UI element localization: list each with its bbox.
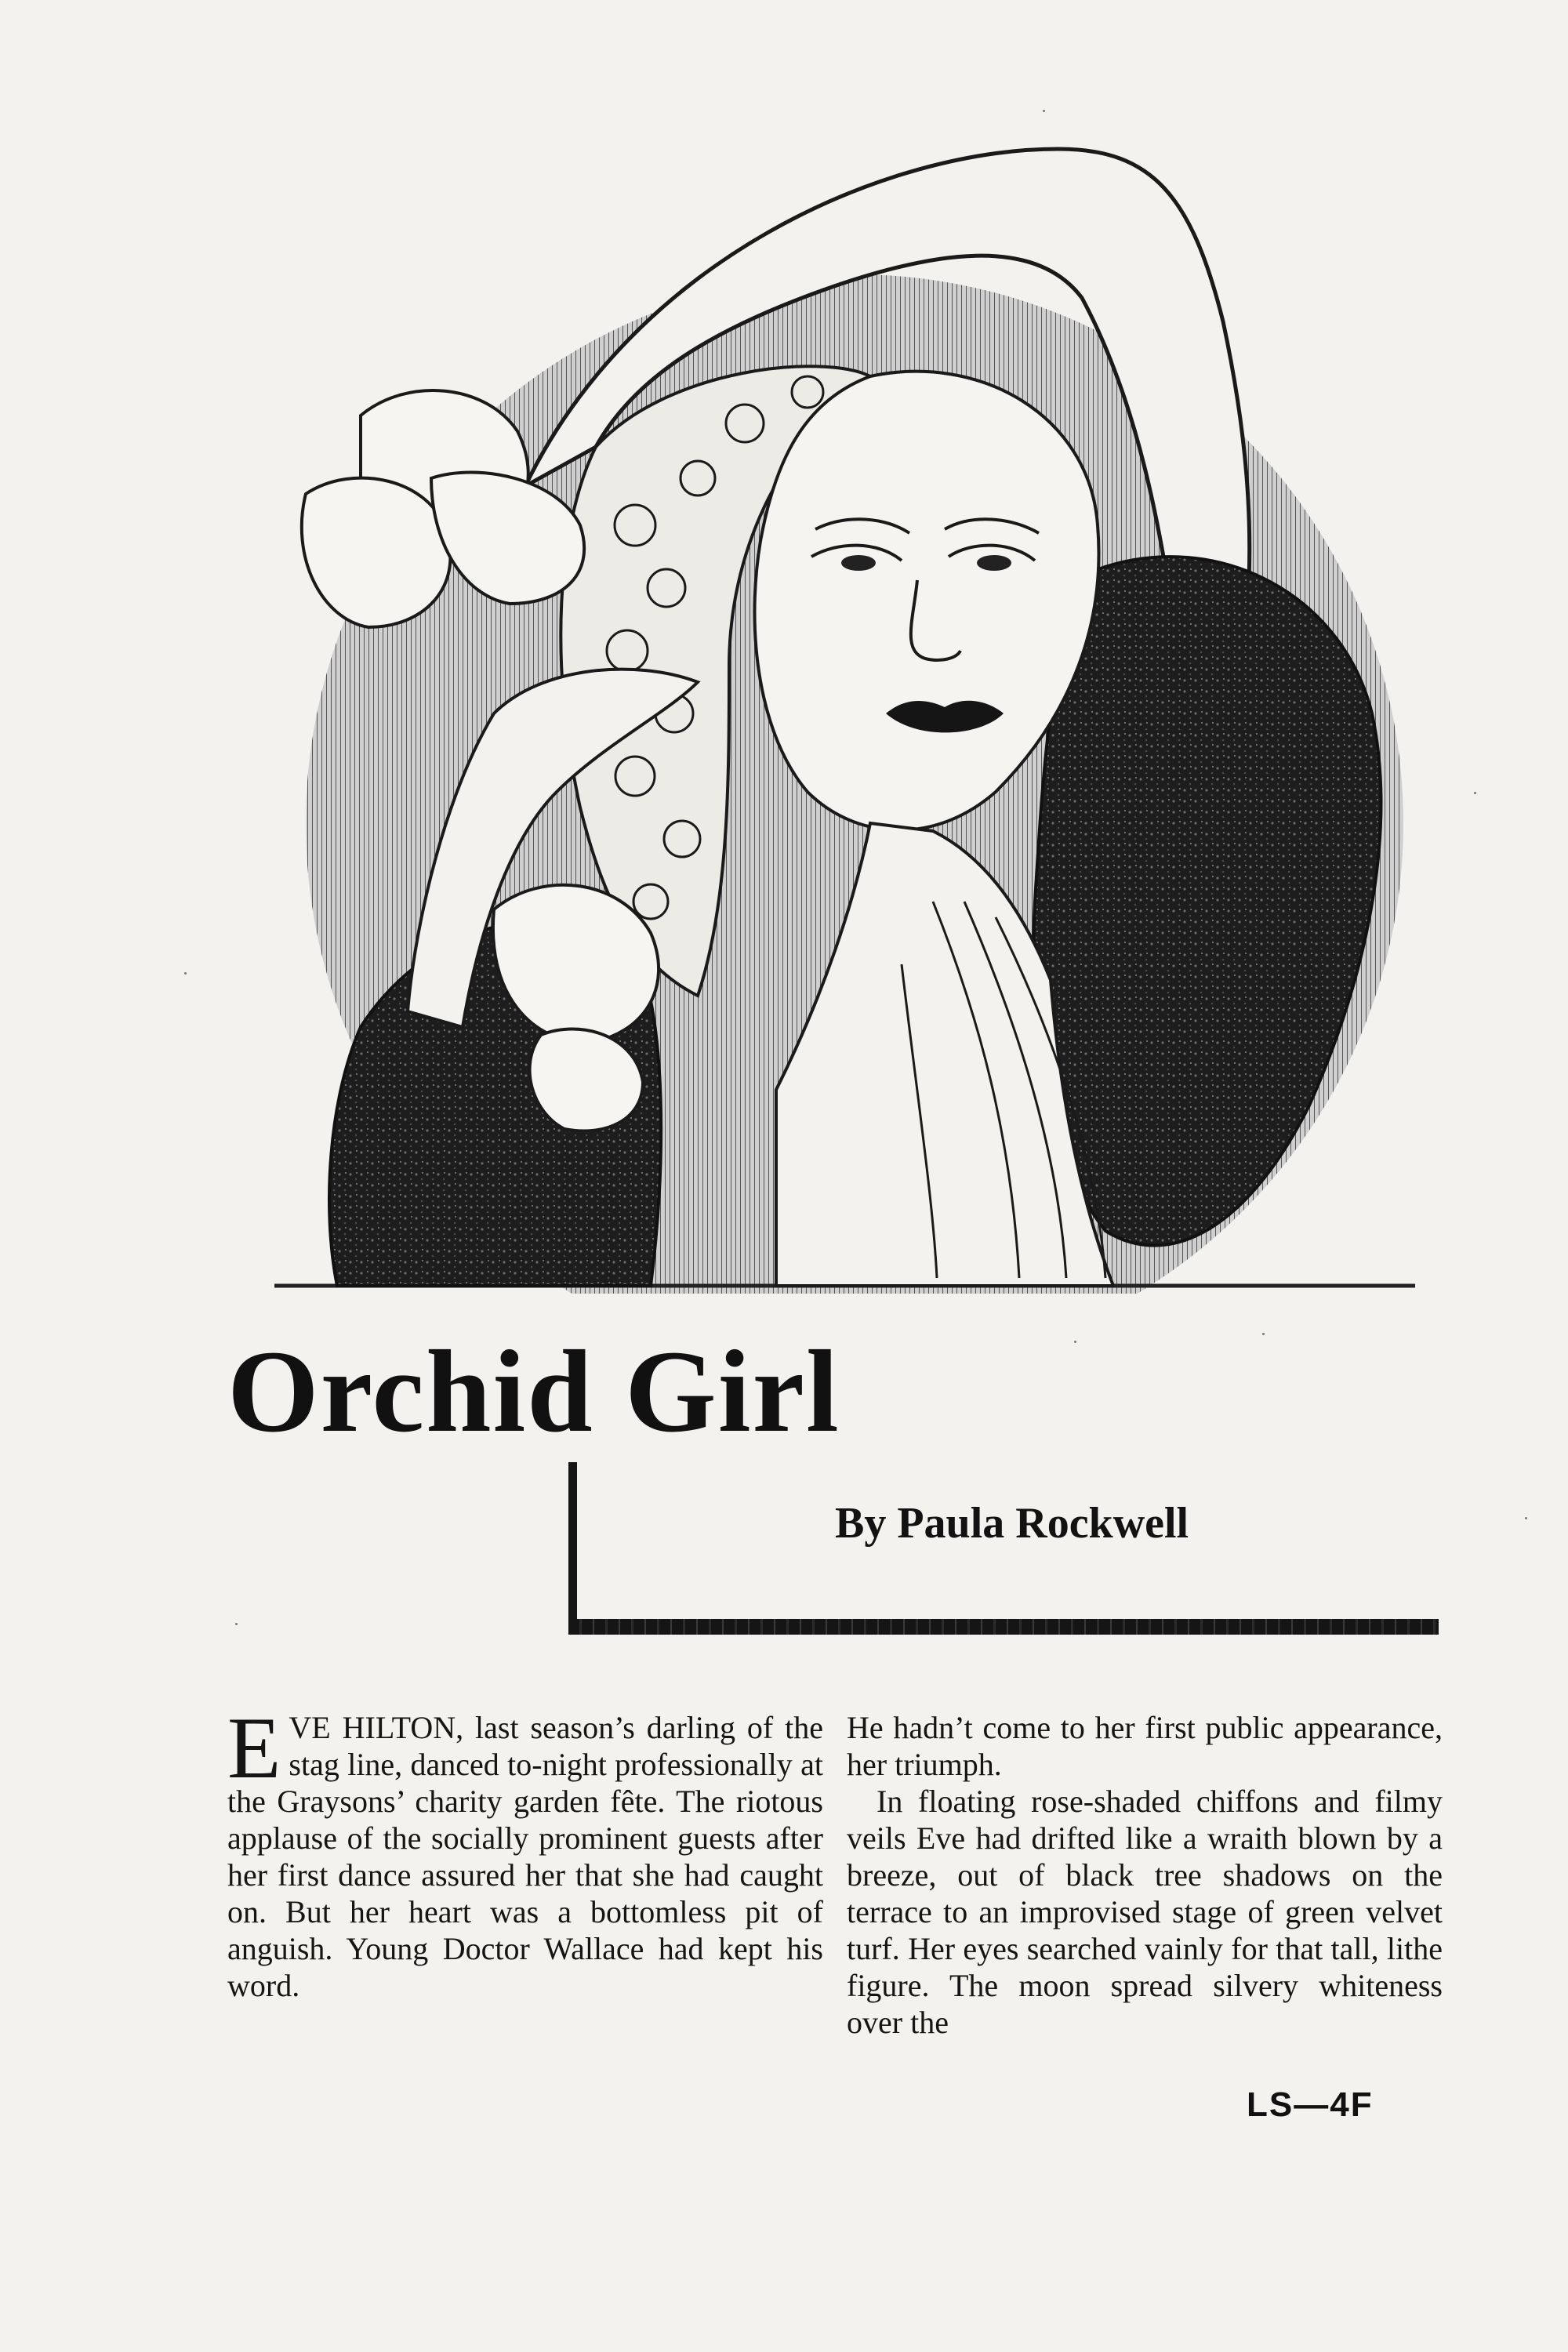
scan-speck	[1474, 792, 1476, 794]
paragraph-2: In floating rose-shaded chiffons and filmy veils Eve had drifted like a wraith blown by a breeze, out of black tree shadows on the terrace to an improvised stage of green velvet turf. Her eyes searched vainly for that tall, lithe figure. The moon spread silvery whiteness over the	[847, 1784, 1443, 2040]
byline-frame	[568, 1462, 1439, 1635]
opening-paragraph	[227, 1700, 823, 2004]
scan-speck	[184, 972, 187, 975]
paragraph-continued: He hadn’t come to her first public appearance, her triumph.	[847, 1710, 1443, 1782]
text-column-right	[847, 1709, 1443, 2041]
byline-horizontal-rule	[568, 1619, 1439, 1635]
story-title: Orchid Girl	[227, 1327, 840, 1457]
scan-speck	[235, 1623, 238, 1625]
byline-vertical-rule	[568, 1462, 577, 1635]
drop-cap: E	[227, 1700, 281, 1797]
scan-speck	[1074, 1341, 1076, 1343]
scan-speck	[1043, 110, 1045, 112]
text-column-left	[227, 1700, 823, 2004]
left-column-text: VE HILTON, last season’s darling of the stag line, danced to-night professionally at the Graysons’ charity garden fête. The riotous applause of the socially prominent guests after her first dance assured her that she had caught on. But her heart was a bottomless pit of anguish. Young Doctor Wallace had kept his word.	[227, 1710, 823, 2003]
byline: By Paula Rockwell	[835, 1499, 1189, 1548]
page-folio: LS—4F	[1247, 2085, 1374, 2124]
scan-speck	[1525, 1517, 1527, 1519]
scan-speck	[1262, 1333, 1265, 1335]
story-illustration	[227, 118, 1419, 1294]
